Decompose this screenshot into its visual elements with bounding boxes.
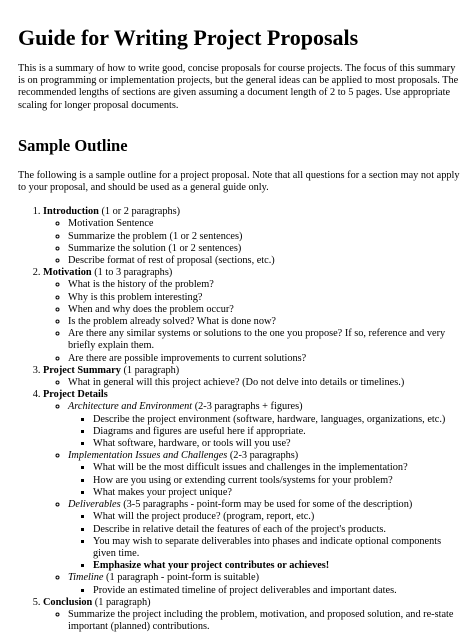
document [18, 24, 464, 633]
list-item: ▪ Diagrams and figures are useful here if appropriate. [93, 426, 464, 438]
subsection-architecture [68, 401, 464, 450]
list-item: ◦ Is the problem already solved? What is done now? [68, 316, 464, 328]
subsection-items [68, 585, 464, 597]
list-item: ▪ Describe in relative detail the features of each of the project's products. [93, 524, 464, 536]
outline-section-conclusion [43, 597, 464, 633]
list-item: ◦ What in general will this project achieve? (Do not delve into details or timelines.) [68, 377, 464, 389]
list-item: ◦ Summarize the problem (1 or 2 sentences) [68, 231, 464, 243]
subsection-title: Timeline [68, 572, 104, 584]
section-title: Project Details [43, 389, 108, 401]
section-title: Introduction [43, 206, 99, 218]
list-item: ▪ How are you using or extending current tools/systems for your problem? [93, 475, 464, 487]
section-items [43, 401, 464, 596]
section-title: Conclusion [43, 596, 93, 608]
outline-heading: Sample Outline [18, 135, 128, 155]
section-title: Motivation [43, 267, 92, 279]
subsection-length: (2-3 paragraphs) [229, 450, 299, 462]
list-item: ◦ Describe format of rest of proposal (sections, etc.) [68, 255, 464, 267]
subsection-length: (2-3 paragraphs + figures) [194, 401, 303, 413]
section-length: (1 paragraph) [94, 596, 151, 608]
subsection-deliverables [68, 499, 464, 572]
outline-list [18, 206, 464, 633]
subsection-length: (3-5 paragraphs - point-form may be used for some of the description) [123, 499, 413, 511]
list-item: ▪ You may wish to separate deliverables into phases and indicate optional components given time. [93, 536, 464, 560]
list-item: ▪ What will the project produce? (program, report, etc.) [93, 511, 464, 523]
section-items [43, 279, 464, 364]
subsection-implementation [68, 450, 464, 499]
list-item: ▪ Provide an estimated timeline of project deliverables and important dates. [93, 585, 464, 597]
list-item: ◦ Are there any similar systems or solutions to the one you propose? If so, reference and very briefly explain them. [68, 328, 464, 352]
subsection-items [68, 511, 464, 572]
subsection-length: (1 paragraph - point-form is suitable) [106, 572, 260, 584]
list-item: ◦ Motivation Sentence [68, 218, 464, 230]
subsection-title: Deliverables [68, 499, 121, 511]
list-item: ◦ Summarize the solution (1 or 2 sentences) [68, 243, 464, 255]
list-item: ▪ Describe the project environment (software, hardware, languages, organizations, etc.) [93, 414, 464, 426]
list-item: ◦ What is the history of the problem? [68, 279, 464, 291]
list-item: ◦ When and why does the problem occur? [68, 304, 464, 316]
outline-section-details [43, 389, 464, 596]
emphasis-item: ▪ Emphasize what your project contributes or achieves! [93, 560, 464, 572]
section-title: Project Summary [43, 364, 121, 376]
intro-paragraph: This is a summary of how to write good, concise proposals for course projects. The focus of this summary is on programming or implementation projects, but the general ideas can be applied to most proposals. The recommended lengths of sections are given assuming a document length of 2 to 5 pages. Use appropriate scaling for longer proposal documents. [18, 63, 459, 111]
outline-section-motivation [43, 267, 464, 365]
list-item: ▪ What software, hardware, or tools will you use? [93, 438, 464, 450]
section-length: (1 to 3 paragraphs) [94, 267, 173, 279]
list-item: ◦ Are there are possible improvements to current solutions? [68, 353, 464, 365]
subsection-timeline [68, 572, 464, 596]
list-item: ▪ What makes your project unique? [93, 487, 464, 499]
section-length: (1 paragraph) [123, 364, 180, 376]
subsection-title: Implementation Issues and Challenges [68, 450, 228, 462]
outline-intro-paragraph: The following is a sample outline for a project proposal. Note that all questions for a section may not apply to your proposal, and should be used as a general guide only. [18, 169, 460, 194]
section-length: (1 or 2 paragraphs) [101, 206, 181, 218]
outline-section-introduction [43, 206, 464, 267]
page-title: Guide for Writing Project Proposals [18, 25, 359, 50]
list-item: ◦ Summarize the project including the problem, motivation, and proposed solution, and re-state important (planned) contributions. [68, 609, 464, 633]
list-item: ◦ Why is this problem interesting? [68, 292, 464, 304]
subsection-title: Architecture and Environment [68, 401, 193, 413]
subsection-items [68, 414, 464, 451]
outline-section-summary [43, 365, 464, 389]
section-items [43, 377, 464, 389]
subsection-items [68, 462, 464, 499]
section-items [43, 218, 464, 267]
list-item: ▪ What will be the most difficult issues and challenges in the implementation? [93, 462, 464, 474]
